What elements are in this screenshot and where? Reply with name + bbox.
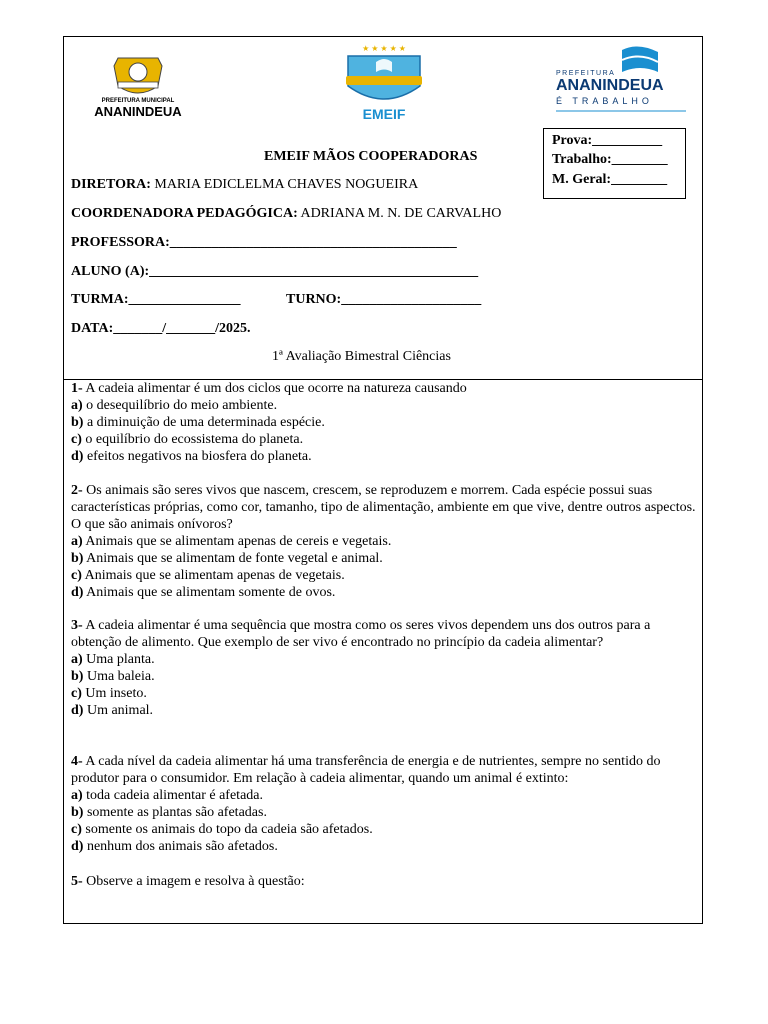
trabalho-field[interactable]: Trabalho:________ [552, 152, 668, 167]
question-1-number: 1- [71, 381, 83, 396]
question-2-option-c[interactable]: c) Animais que se alimentam apenas de vegetais. [71, 568, 345, 583]
question-3-option-b[interactable]: b) Uma baleia. [71, 669, 155, 684]
prova-field[interactable]: Prova:__________ [552, 133, 663, 148]
coordinator-line [71, 206, 501, 222]
question-3-option-d[interactable]: d) Um animal. [71, 703, 154, 718]
prefeitura-logo [556, 42, 690, 114]
question-4-number: 4- [71, 754, 83, 769]
school-name: EMEIF MÃOS COOPERADORAS [264, 149, 478, 164]
question-5 [71, 873, 696, 890]
exam-title: 1ª Avaliação Bimestral Ciências [272, 349, 451, 364]
class-field[interactable]: TURMA:________________ [71, 292, 241, 307]
prefeitura-logo-line3: É TRABALHO [556, 96, 653, 106]
prefeitura-logo-line2: ANANINDEUA [556, 77, 664, 94]
question-5-text: Observe a imagem e resolva à questão: [82, 874, 305, 889]
question-1-option-c[interactable]: c) o equilíbrio do ecossistema do planeta. [71, 432, 304, 447]
question-4-stem [71, 753, 696, 787]
director-label: DIRETORA: [71, 177, 151, 192]
question-2 [71, 482, 696, 601]
question-3 [71, 617, 696, 719]
question-2-option-d[interactable]: d) Animais que se alimentam somente de ovos. [71, 585, 336, 600]
question-4-text: A cada nível da cadeia alimentar há uma transferência de energia e de nutrientes, sempre no sentido do produtor para o consumidor. Em relação à cadeia alimentar, quando um animal é extinto: [71, 754, 661, 786]
question-3-text: A cadeia alimentar é uma sequência que mostra como os seres vivos dependem uns dos outros para a obtenção de alimento. Que exemplo de ser vivo é encontrado no princípio da cadeia alimentar? [71, 618, 651, 650]
question-2-number: 2- [71, 483, 83, 498]
coordinator-name: ADRIANA M. N. DE CARVALHO [297, 206, 502, 221]
question-2-stem [71, 482, 696, 533]
student-field[interactable]: ALUNO (A):_______________________________________________ [71, 264, 479, 279]
question-5-stem [71, 873, 696, 890]
question-1-stem [71, 380, 696, 397]
pma-logo-line2: ANANINDEUA [94, 104, 182, 119]
director-line [71, 177, 418, 193]
question-1 [71, 380, 696, 465]
emeif-logo-name: EMEIF [362, 106, 406, 122]
media-geral-field[interactable]: M. Geral:________ [552, 172, 668, 187]
question-2-option-a[interactable]: a) Animais que se alimentam apenas de cereis e vegetais. [71, 534, 392, 549]
question-1-text: A cadeia alimentar é um dos ciclos que ocorre na natureza causando [82, 381, 467, 396]
question-4-option-b[interactable]: b) somente as plantas são afetadas. [71, 805, 267, 820]
shift-field[interactable]: TURNO:____________________ [286, 292, 482, 307]
question-2-option-b[interactable]: b) Animais que se alimentam de fonte vegetal e animal. [71, 551, 383, 566]
question-1-option-a[interactable]: a) o desequilíbrio do meio ambiente. [71, 398, 278, 413]
question-4-option-c[interactable]: c) somente os animais do topo da cadeia são afetados. [71, 822, 373, 837]
pma-logo [88, 52, 188, 122]
question-4-option-d[interactable]: d) nenhum dos animais são afetados. [71, 839, 278, 854]
question-2-text: Os animais são seres vivos que nascem, crescem, se reproduzem e morrem. Cada espécie possui suas características próprias, como cor, tamanho, tipo de alimentação, ambiente em que vive, dentre outros aspectos. O que são animais onívoros? [71, 483, 696, 532]
date-field[interactable]: DATA:_______/_______/2025. [71, 321, 251, 336]
question-1-option-b[interactable]: b) a diminuição de uma determinada espécie. [71, 415, 325, 430]
director-name: MARIA EDICLELMA CHAVES NOGUEIRA [150, 177, 419, 192]
coordinator-label: COORDENADORA PEDAGÓGICA: [71, 206, 298, 221]
teacher-field[interactable]: PROFESSORA:_________________________________________ [71, 235, 457, 250]
question-5-number: 5- [71, 874, 83, 889]
question-1-option-d[interactable]: d) efeitos negativos na biosfera do planeta. [71, 449, 312, 464]
question-3-option-c[interactable]: c) Um inseto. [71, 686, 147, 701]
question-4 [71, 753, 696, 855]
question-3-number: 3- [71, 618, 83, 633]
question-3-stem [71, 617, 696, 651]
emeif-logo [336, 42, 432, 124]
svg-text:★ ★ ★ ★ ★: ★ ★ ★ ★ ★ [362, 44, 406, 53]
question-3-option-a[interactable]: a) Uma planta. [71, 652, 155, 667]
grade-box [543, 128, 686, 199]
question-4-option-a[interactable]: a) toda cadeia alimentar é afetada. [71, 788, 264, 803]
pma-logo-line1: PREFEITURA MUNICIPAL [101, 98, 175, 104]
prefeitura-logo-line1: PREFEITURA [556, 70, 616, 77]
